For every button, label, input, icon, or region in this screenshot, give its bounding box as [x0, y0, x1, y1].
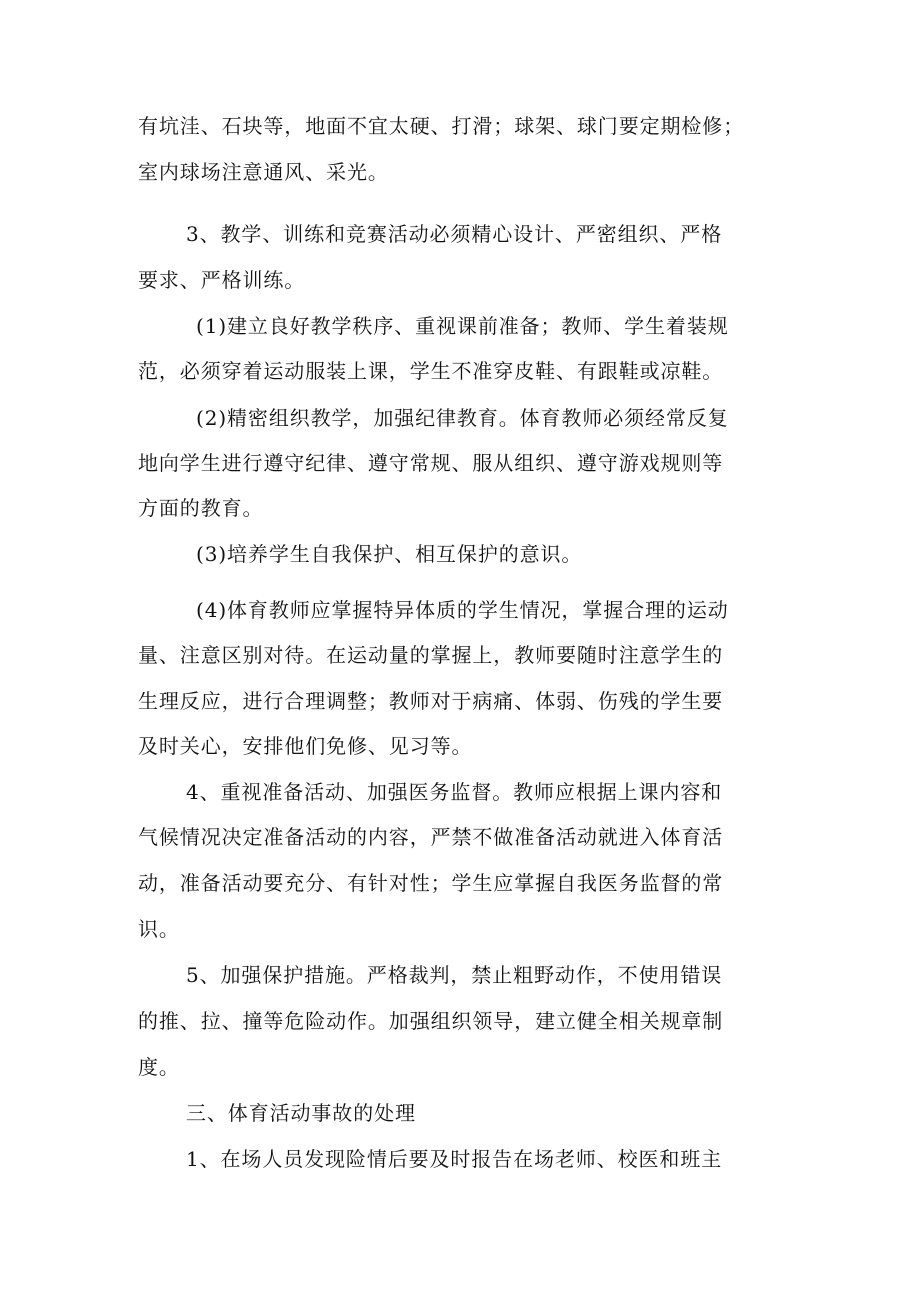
paragraph-line: 度。 [138, 1055, 180, 1079]
paragraph-line: (1)建立良好教学秩序、重视课前准备；教师、学生着装规 [196, 314, 729, 338]
paragraph-line: 及时关心，安排他们免修、见习等。 [138, 734, 473, 758]
paragraph-line: 生理反应，进行合理调整；教师对于病痛、体弱、伤残的学生要 [138, 689, 724, 713]
paragraph-line: 的推、拉、撞等危险动作。加强组织领导，建立健全相关规章制 [138, 1009, 724, 1033]
paragraph-line: 地向学生进行遵守纪律、遵守常规、服从组织、遵守游戏规则等 [138, 451, 724, 475]
paragraph-line: 室内球场注意通风、采光。 [138, 160, 389, 184]
paragraph-line: 方面的教育。 [138, 496, 264, 520]
paragraph-line: 气候情况决定准备活动的内容，严禁不做准备活动就进入体育活 [138, 825, 724, 849]
paragraph-line: (4)体育教师应掌握特异体质的学生情况，掌握合理的运动 [196, 598, 729, 622]
paragraph-line: 量、注意区别对待。在运动量的掌握上，教师要随时注意学生的 [138, 643, 724, 667]
paragraph-line: 识。 [138, 917, 180, 941]
paragraph-line: 5、加强保护措施。严格裁判，禁止粗野动作，不使用错误 [186, 963, 723, 987]
paragraph-line: 1、在场人员发现险情后要及时报告在场老师、校医和班主 [186, 1147, 723, 1171]
paragraph-line: 要求、严格训练。 [138, 268, 306, 292]
paragraph-line: 动，准备活动要充分、有针对性；学生应掌握自我医务监督的常 [138, 871, 724, 895]
paragraph-line: 4、重视准备活动、加强医务监督。教师应根据上课内容和 [186, 780, 723, 804]
paragraph-line: (3)培养学生自我保护、相互保护的意识。 [196, 542, 583, 566]
section-heading: 三、体育活动事故的处理 [186, 1101, 416, 1125]
paragraph-line: 有坑洼、石块等，地面不宜太硬、打滑；球架、球门要定期检修； [138, 114, 745, 138]
paragraph-line: 范，必须穿着运动服装上课，学生不准穿皮鞋、有跟鞋或凉鞋。 [138, 359, 724, 383]
paragraph-line: (2)精密组织教学，加强纪律教育。体育教师必须经常反复 [196, 406, 729, 430]
paragraph-line: 3、教学、训练和竞赛活动必须精心设计、严密组织、严格 [186, 222, 723, 246]
